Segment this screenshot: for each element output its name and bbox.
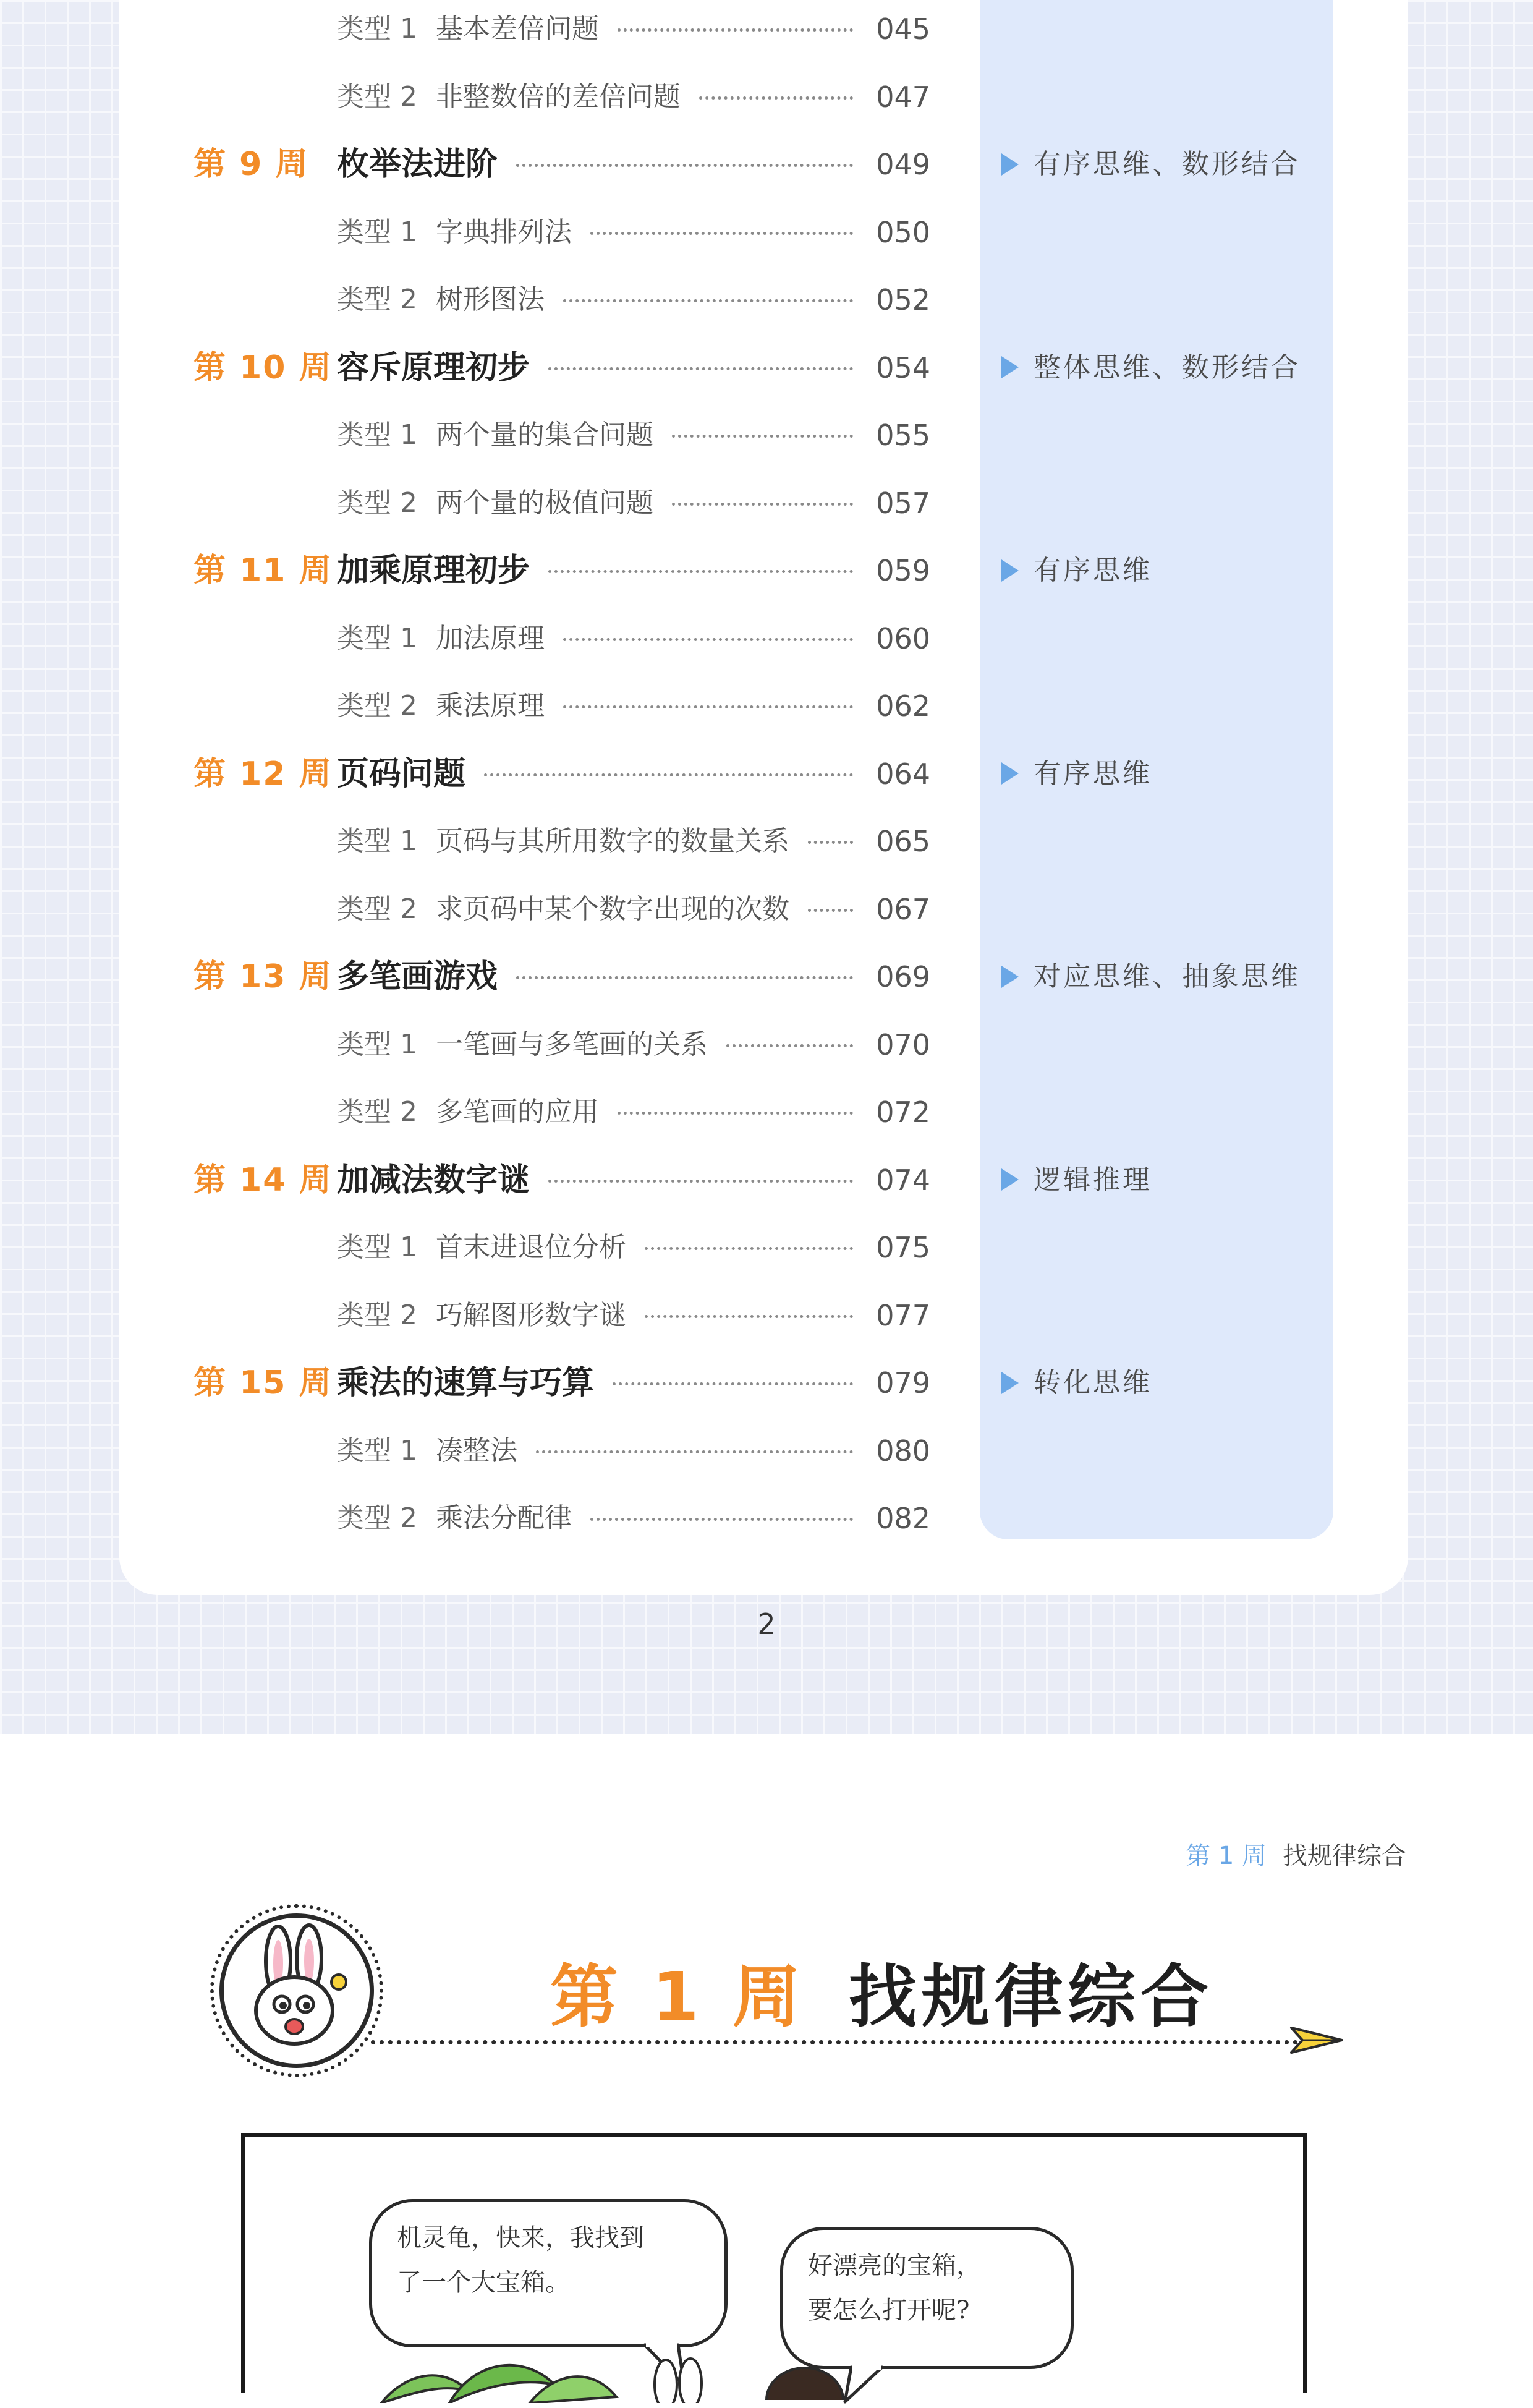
subtopic-type-label: 类型 1 [337,1434,417,1466]
dotted-leader [618,1112,853,1115]
subtopic-title: 多笔画的应用 [436,1096,599,1128]
chapter-name: 找规律综合 [849,1957,1214,2036]
dotted-leader [672,503,853,506]
thinking-theme-text: 逻辑推理 [1034,1164,1152,1196]
dotted-leader [590,232,853,235]
toc-subtopic-row [0,266,1533,334]
chapter-title-dotted-rule [371,2040,1298,2044]
page-ref: 054 [876,351,930,385]
thinking-theme-text: 转化思维 [1034,1367,1152,1398]
page-ref: 074 [876,1163,930,1197]
page-ref: 080 [876,1434,930,1468]
running-head-title: 找规律综合 [1283,1842,1406,1870]
page-ref: 060 [876,621,930,655]
thinking-theme-text: 对应思维、抽象思维 [1034,961,1301,992]
paper-plane-icon [1289,2022,1344,2059]
toc-subtopic-row [0,1214,1533,1282]
thinking-theme [1001,1349,1152,1417]
comic-panel [241,2133,1307,2393]
toc-subtopic-row [0,1417,1533,1485]
week-label: 第 11 周 [193,552,333,589]
plant-leaves-illustration [369,2347,715,2403]
toc-subtopic-row [0,1078,1533,1146]
week-label: 第 9 周 [193,146,309,183]
toc-subtopic-row [0,63,1533,131]
dotted-leader [516,976,853,979]
triangle-bullet-icon [1001,1372,1019,1394]
week-label: 第 13 周 [193,958,333,995]
thinking-theme [1001,740,1152,808]
speech-line: 了一个大宝箱。 [397,2268,570,2297]
dotted-leader [645,1247,853,1250]
week-title: 加减法数字谜 [337,1161,530,1199]
week-title: 枚举法进阶 [337,146,498,183]
subtopic-type-label: 类型 2 [337,80,417,113]
thinking-theme [1001,130,1301,198]
week-title: 乘法的速算与巧算 [337,1364,595,1402]
subtopic-type-label: 类型 1 [337,825,417,857]
speech-bubble-turtle [780,2227,1074,2369]
speech-line: 机灵龟，快来，我找到 [397,2224,644,2252]
page-ref: 047 [876,80,930,114]
toc-week-row [0,1146,1533,1214]
week-title: 容斥原理初步 [337,349,530,386]
subtopic-type-label: 类型 2 [337,690,417,721]
page-ref: 062 [876,689,930,723]
thinking-theme-text: 整体思维、数形结合 [1034,351,1301,383]
dotted-leader [590,1518,853,1521]
dotted-leader [613,1382,853,1385]
page-ref: 075 [876,1231,930,1264]
subtopic-type-label: 类型 2 [337,1096,417,1128]
page-number: 2 [757,1607,776,1641]
dotted-leader [672,435,853,438]
dotted-leader [808,841,853,844]
chapter-title [550,1957,1213,2037]
week-label: 第 12 周 [193,755,333,793]
subtopic-type-label: 类型 1 [337,622,417,654]
subtopic-title: 基本差倍问题 [436,13,599,45]
triangle-bullet-icon [1001,559,1019,582]
page-ref: 059 [876,554,930,587]
subtopic-type-label: 类型 1 [337,1232,417,1263]
dotted-leader [563,705,853,708]
subtopic-title: 加法原理 [436,622,545,654]
page-ref: 057 [876,486,930,520]
thinking-theme [1001,334,1301,402]
page-ref: 045 [876,12,930,46]
week-title: 加乘原理初步 [337,552,530,589]
toc-subtopic-row [0,1282,1533,1350]
turtle-head-illustration [762,2363,848,2400]
subtopic-title: 首末进退位分析 [436,1232,626,1263]
triangle-bullet-icon [1001,762,1019,785]
subtopic-type-label: 类型 1 [337,419,417,451]
page-ref: 069 [876,960,930,993]
triangle-bullet-icon [1001,356,1019,378]
dotted-leader [618,28,853,32]
subtopic-title: 巧解图形数字谜 [436,1299,626,1331]
toc-week-row [0,740,1533,808]
subtopic-type-label: 类型 2 [337,487,417,519]
running-head-week: 第 1 周 [1186,1842,1267,1870]
rabbit-icon [224,1918,370,2064]
week-label: 第 10 周 [193,349,333,386]
week-label: 第 14 周 [193,1161,333,1199]
toc-subtopic-row [0,0,1533,63]
dotted-leader [726,1044,853,1047]
toc-subtopic-row [0,807,1533,875]
triangle-bullet-icon [1001,1168,1019,1191]
dotted-leader [548,367,853,370]
running-head [1186,1836,1406,1871]
page-ref: 077 [876,1298,930,1332]
page-ref: 050 [876,215,930,249]
toc-week-row [0,1349,1533,1417]
subtopic-type-label: 类型 2 [337,284,417,315]
subtopic-title: 一笔画与多笔画的关系 [436,1028,708,1060]
subtopic-type-label: 类型 2 [337,1299,417,1331]
subtopic-title: 乘法原理 [436,690,545,721]
week-label: 第 15 周 [193,1364,333,1402]
dotted-leader [484,773,853,776]
dotted-leader [645,1315,853,1318]
subtopic-type-label: 类型 1 [337,13,417,45]
subtopic-title: 树形图法 [436,284,545,315]
subtopic-type-label: 类型 2 [337,1502,417,1534]
subtopic-type-label: 类型 2 [337,893,417,925]
page-ref: 055 [876,419,930,452]
toc-subtopic-row [0,875,1533,943]
thinking-theme [1001,943,1301,1011]
subtopic-title: 乘法分配律 [436,1502,572,1534]
week-title: 页码问题 [337,755,466,793]
page-ref: 072 [876,1096,930,1129]
toc-subtopic-row [0,605,1533,673]
dotted-leader [563,638,853,641]
toc-subtopic-row [0,1484,1533,1552]
toc-subtopic-row [0,672,1533,740]
subtopic-title: 两个量的集合问题 [436,419,653,451]
toc-subtopic-row [0,401,1533,469]
thinking-theme [1001,537,1152,605]
toc-week-row [0,537,1533,605]
dotted-leader [516,164,853,167]
thinking-theme-text: 有序思维 [1034,555,1152,586]
dotted-leader [548,1180,853,1183]
speech-line: 好漂亮的宝箱， [808,2252,981,2280]
week-title: 多笔画游戏 [337,958,498,995]
subtopic-type-label: 类型 1 [337,216,417,248]
subtopic-title: 页码与其所用数字的数量关系 [436,825,789,857]
subtopic-title: 两个量的极值问题 [436,487,653,519]
dotted-leader [808,909,853,912]
speech-bubble-rabbit [369,2199,728,2347]
thinking-theme-text: 有序思维、数形结合 [1034,148,1301,180]
dotted-leader [548,570,853,573]
chapter-week-label: 第 1 周 [550,1957,806,2036]
subtopic-title: 求页码中某个数字出现的次数 [436,893,789,925]
page-ref: 079 [876,1366,930,1400]
dotted-leader [563,299,853,302]
page-ref: 049 [876,148,930,181]
page-ref: 082 [876,1502,930,1535]
toc-subtopic-row [0,469,1533,537]
toc-subtopic-row [0,198,1533,266]
rabbit-mascot-badge [219,1913,374,2068]
dotted-leader [536,1450,853,1453]
page-ref: 070 [876,1027,930,1061]
triangle-bullet-icon [1001,966,1019,988]
thinking-theme [1001,1146,1152,1214]
triangle-bullet-icon [1001,153,1019,176]
dotted-leader [699,96,853,100]
subtopic-title: 字典排列法 [436,216,572,248]
toc-week-row [0,130,1533,198]
thinking-theme-text: 有序思维 [1034,757,1152,789]
toc-week-row [0,334,1533,402]
page-ref: 052 [876,283,930,317]
subtopic-title: 非整数倍的差倍问题 [436,80,681,113]
page-ref: 064 [876,757,930,791]
page-ref: 067 [876,892,930,926]
page-ref: 065 [876,825,930,858]
toc-week-row [0,943,1533,1011]
subtopic-type-label: 类型 1 [337,1028,417,1060]
speech-line: 要怎么打开呢? [808,2296,970,2325]
subtopic-title: 凑整法 [436,1434,517,1466]
chapter-page [0,1734,1533,2374]
toc-subtopic-row [0,1011,1533,1079]
